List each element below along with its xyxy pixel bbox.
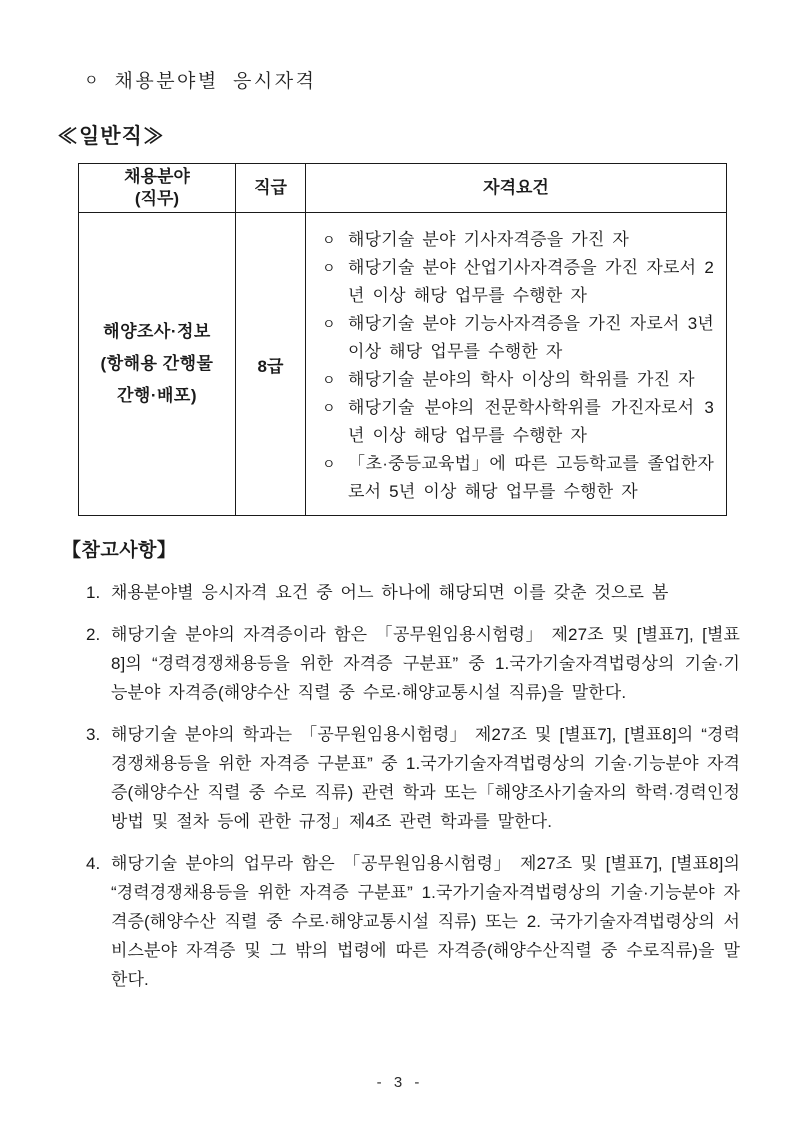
- note-item: [86, 620, 740, 707]
- header-field-line1: 채용분야: [124, 167, 190, 186]
- grade-cell: 8급: [236, 213, 306, 516]
- note-item: [86, 849, 740, 994]
- note-number: 3.: [86, 725, 101, 744]
- requirement-item: [322, 310, 714, 366]
- requirements-list: [322, 226, 714, 506]
- requirement-text: 해당기술 분야 기사자격증을 가진 자: [348, 230, 630, 249]
- note-number: 4.: [86, 854, 101, 873]
- page-number: - 3 -: [376, 1074, 424, 1091]
- field-line: (항해용 간행물: [100, 354, 214, 373]
- note-item: [86, 578, 740, 607]
- notes-title: 【참고사항】: [62, 540, 177, 561]
- note-number: 2.: [86, 625, 101, 644]
- requirement-text: 해당기술 분야 기능사자격증을 가진 자로서 3년 이상 해당 업무를 수행한 자: [348, 314, 714, 361]
- circle-bullet-icon: ㅇ: [322, 400, 336, 416]
- requirement-text: 해당기술 분야 산업기사자격증을 가진 자로서 2년 이상 해당 업무를 수행한 자: [348, 258, 714, 305]
- table-header-row: [79, 164, 727, 213]
- requirement-text: 「초·중등교육법」에 따른 고등학교를 졸업한자로서 5년 이상 해당 업무를 수행한 자: [348, 454, 714, 501]
- field-line: 해양조사·정보: [103, 322, 211, 341]
- note-item: [86, 720, 740, 836]
- requirement-text: 해당기술 분야의 학사 이상의 학위를 가진 자: [348, 370, 695, 389]
- header-cell-grade: 직급: [236, 164, 306, 213]
- note-text: 해당기술 분야의 자격증이라 함은 「공무원임용시험령」 제27조 및 [별표7], [별표8]의 “경력경쟁채용등을 위한 자격증 구분표” 중 1.국가기술자격법령상의 기술·기능분야 자격증(해양수산 직렬 중 수로·해양교통시설 직류)을 말한다.: [111, 625, 740, 702]
- header-cell-field: [79, 164, 236, 213]
- table-row: [79, 213, 727, 516]
- header-field-line2: (직무): [134, 189, 180, 208]
- requirement-item: [322, 394, 714, 450]
- circle-bullet-icon: ㅇ: [322, 372, 336, 388]
- header-cell-requirement: 자격요건: [306, 164, 727, 213]
- section-heading-general: ≪일반직≫: [57, 125, 165, 148]
- circle-bullet-icon: ㅇ: [322, 232, 336, 248]
- requirement-item: [322, 366, 714, 394]
- note-text: 해당기술 분야의 학과는 「공무원임용시험령」 제27조 및 [별표7], [별표8]의 “경력경쟁채용등을 위한 자격증 구분표” 중 1.국가기술자격법령상의 기술·기능분야 자격증(해양수산 직렬 중 수로 직류) 관련 학과 또는「해양조사기술자의 학력·경력인정방법 및 절차 등에 관한 규정」제4조 관련 학과를 말한다.: [111, 725, 740, 831]
- requirement-item: [322, 254, 714, 310]
- field-line: 간행·배포): [116, 386, 197, 405]
- requirement-item: [322, 450, 714, 506]
- requirements-cell: [306, 213, 727, 516]
- note-number: 1.: [86, 583, 101, 602]
- top-heading: [84, 0, 800, 93]
- top-heading-text: 채용분야별 응시자격: [114, 71, 317, 92]
- field-cell: [79, 213, 236, 516]
- notes-list: [86, 578, 740, 994]
- note-text: 해당기술 분야의 업무라 함은 「공무원임용시험령」 제27조 및 [별표7], [별표8]의 “경력경쟁채용등을 위한 자격증 구분표” 1.국가기술자격법령상의 기술·기능분야 자격증(해양수산 직렬 중 수로·해양교통시설 직류) 또는 2. 국가기술자격법령상의 서비스분야 자격증 및 그 밖의 법령에 따른 자격증(해양수산직렬 중 수로직류)을 말한다.: [111, 854, 740, 989]
- circle-bullet-icon: ㅇ: [322, 316, 336, 332]
- circle-bullet-icon: ㅇ: [322, 456, 336, 472]
- circle-bullet-icon: ㅇ: [322, 260, 336, 276]
- note-text: 채용분야별 응시자격 요건 중 어느 하나에 해당되면 이를 갖춘 것으로 봄: [111, 583, 669, 602]
- requirement-item: [322, 226, 714, 254]
- qualification-table: [78, 163, 727, 516]
- circle-bullet-icon: ㅇ: [84, 73, 99, 89]
- requirement-text: 해당기술 분야의 전문학사학위를 가진자로서 3년 이상 해당 업무를 수행한 자: [348, 398, 714, 445]
